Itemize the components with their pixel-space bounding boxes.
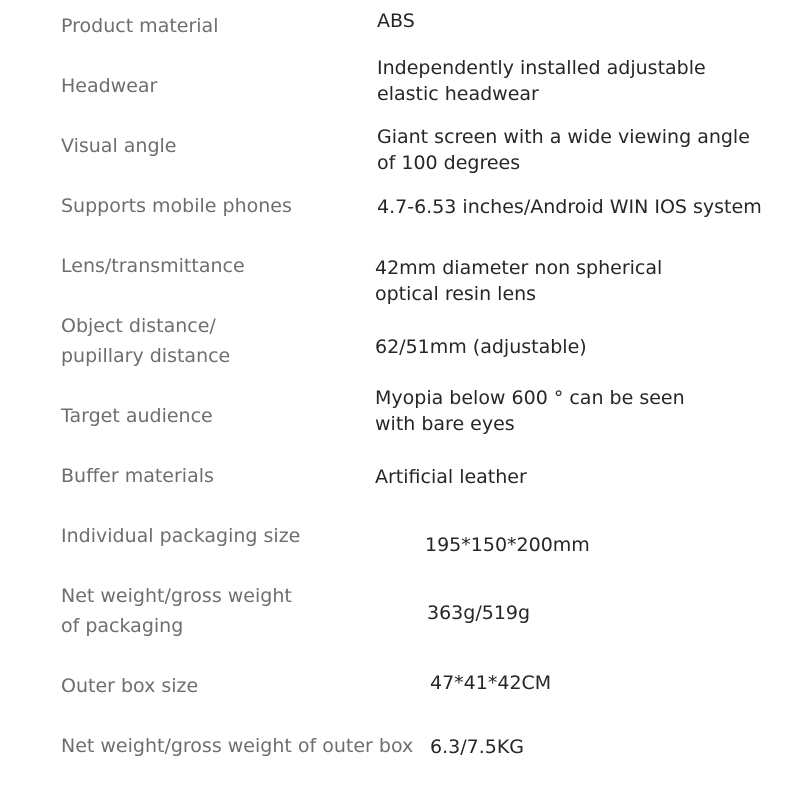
spec-value-outer-box-weight: 6.3/7.5KG (430, 736, 525, 758)
spec-label-outer-box-size: Outer box size (61, 675, 199, 697)
spec-label-buffer-materials: Buffer materials (61, 465, 214, 487)
spec-value-supported-phones: 4.7-6.53 inches/Android WIN IOS system (377, 196, 762, 218)
spec-label-object-pupillary-distance: Object distance/ pupillary distance (61, 315, 231, 367)
spec-value-outer-box-size: 47*41*42CM (430, 672, 552, 694)
spec-label-target-audience: Target audience (61, 405, 213, 427)
spec-label-visual-angle: Visual angle (61, 135, 177, 157)
spec-label-supported-phones: Supports mobile phones (61, 195, 292, 217)
spec-value-visual-angle: Giant screen with a wide viewing angle of 100 degrees (377, 126, 750, 174)
spec-label-lens: Lens/transmittance (61, 255, 245, 277)
spec-value-lens: 42mm diameter non spherical optical resin lens (375, 257, 663, 305)
spec-value-object-pupillary-distance: 62/51mm (adjustable) (375, 336, 587, 358)
spec-value-individual-packaging-size: 195*150*200mm (425, 534, 590, 556)
spec-value-target-audience: Myopia below 600 ° can be seen with bare eyes (375, 387, 685, 435)
spec-label-packaging-weight: Net weight/gross weight of packaging (61, 585, 292, 637)
spec-label-outer-box-weight: Net weight/gross weight of outer box (61, 735, 414, 757)
spec-label-headwear: Headwear (61, 75, 158, 97)
spec-label-individual-packaging-size: Individual packaging size (61, 525, 301, 547)
spec-label-product-material: Product material (61, 15, 219, 37)
spec-value-packaging-weight: 363g/519g (427, 602, 531, 624)
spec-value-product-material: ABS (377, 10, 415, 32)
spec-value-buffer-materials: Artificial leather (375, 466, 527, 488)
spec-value-headwear: Independently installed adjustable elastic headwear (377, 57, 706, 105)
